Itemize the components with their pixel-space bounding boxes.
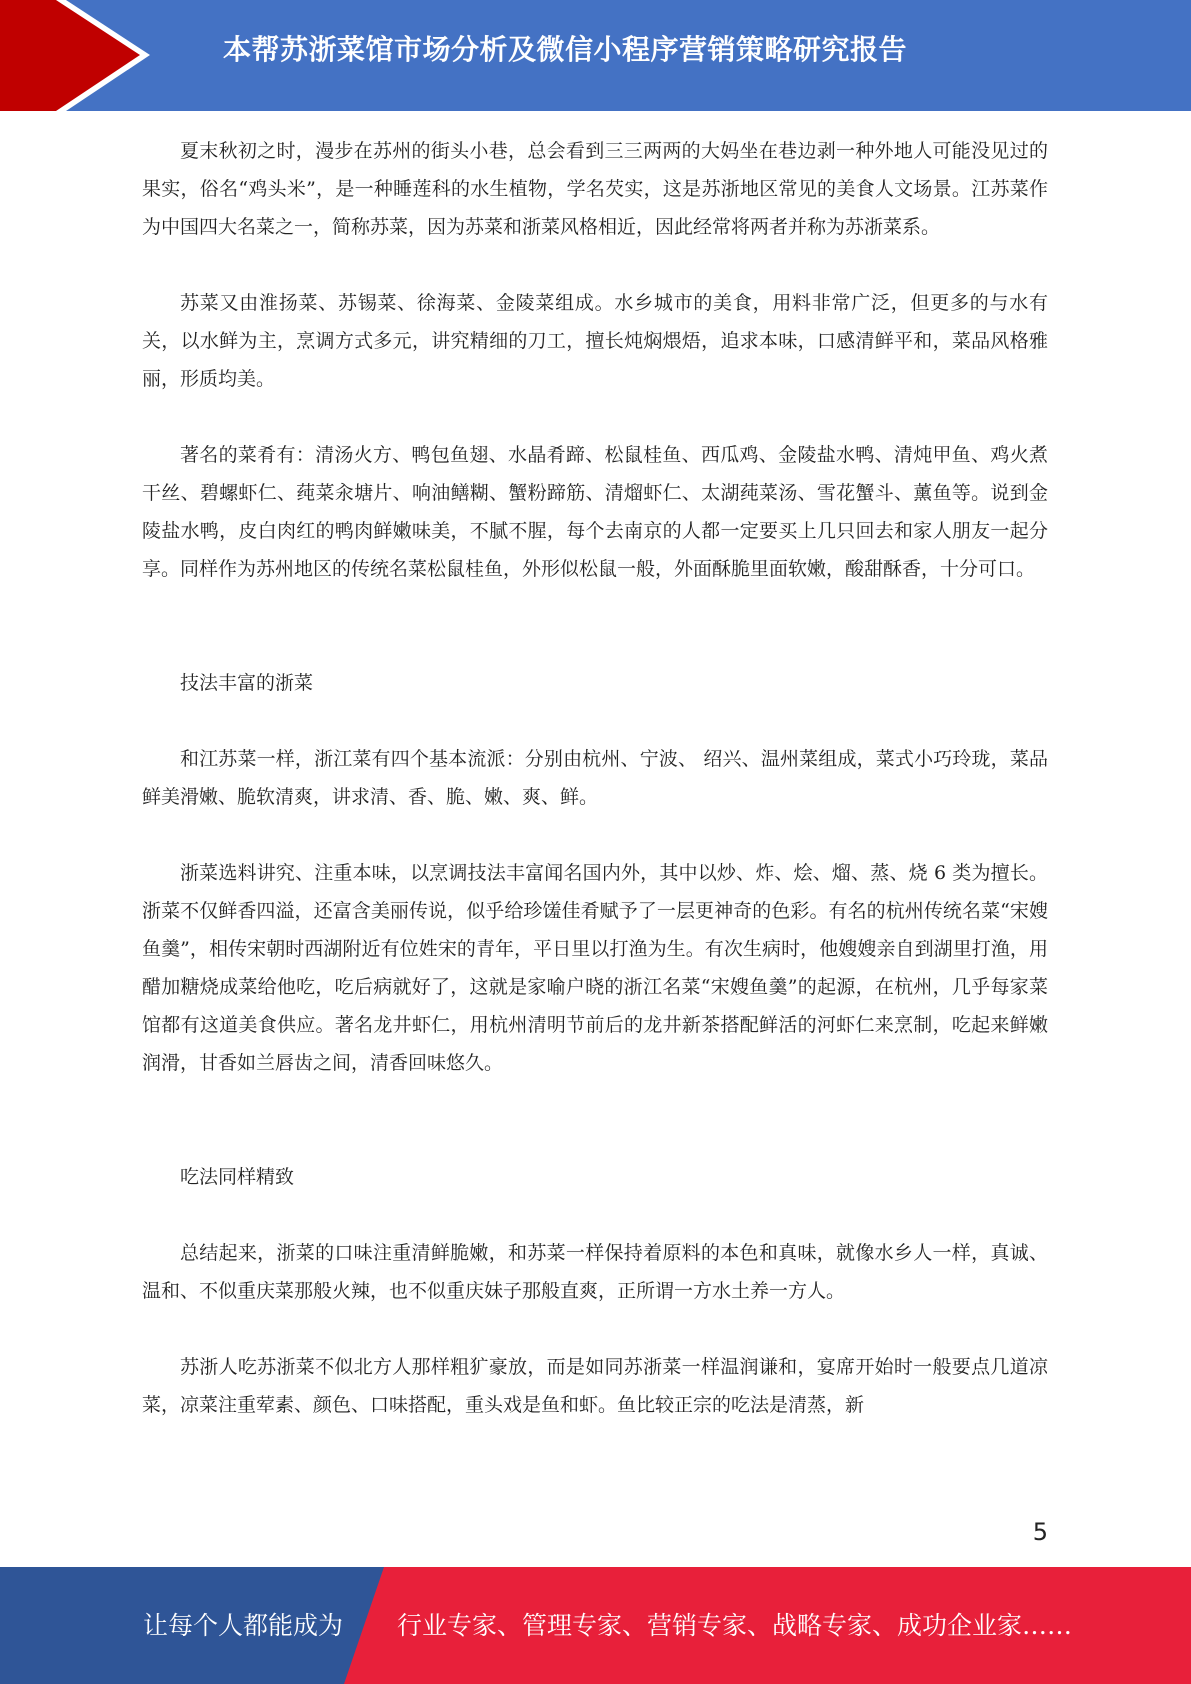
footer-slogan-lead: 让每个人都能成为 [143,1611,344,1640]
footer-slogan-roles: 行业专家、管理专家、营销专家、战略专家、成功企业家…… [397,1611,1073,1640]
paragraph-zhejiang-legends: 浙菜选料讲究、注重本味，以烹调技法丰富闻名国内外，其中以炒、炸、烩、熘、蒸、烧 6 类为擅长。浙菜不仅鲜香四溢，还富含美丽传说，似乎给珍馐佳肴赋予了一层更神奇的色彩。有名的杭州传统名菜“宋嫂鱼羹”，相传宋朝时西湖附近有位姓宋的青年，平日里以打渔为生。有次生病时，他嫂嫂亲自到湖里打渔，用醋加糖烧成菜给他吃，吃后病就好了，这就是家喻户晓的浙江名菜“宋嫂鱼羹”的起源，在杭州，几乎每家菜馆都有这道美食供应。著名龙井虾仁，用杭州清明节前后的龙井新茶搭配鲜活的河虾仁来烹制，吃起来鲜嫩润滑，甘香如兰唇齿之间，清香回味悠久。 [142,862,1048,1074]
spacer [142,1082,1048,1158]
page-footer [0,1567,1191,1684]
paragraph-famous-dishes: 著名的菜肴有：清汤火方、鸭包鱼翅、水晶肴蹄、松鼠桂鱼、西瓜鸡、金陵盐水鸭、清炖甲鱼、鸡火煮干丝、碧螺虾仁、莼菜汆塘片、响油鳝糊、蟹粉蹄筋、清熘虾仁、太湖莼菜汤、雪花蟹斗、薰鱼等。说到金陵盐水鸭，皮白肉红的鸭肉鲜嫩味美，不腻不腥，每个去南京的人都一定要买上几只回去和家人朋友一起分享。同样作为苏州地区的传统名菜松鼠桂鱼，外形似松鼠一般，外面酥脆里面软嫩，酸甜酥香，十分可口。 [142,444,1048,580]
spacer [142,1310,1048,1348]
page-header [0,0,1191,111]
spacer [142,246,1048,284]
paragraph-jiangsu-schools: 苏菜又由淮扬菜、苏锡菜、徐海菜、金陵菜组成。水乡城市的美食，用料非常广泛，但更多的与水有关，以水鲜为主，烹调方式多元，讲究精细的刀工，擅长炖焖煨焐，追求本味，口感清鲜平和，菜品风格雅丽，形质均美。 [142,292,1048,390]
paragraph-dining-customs: 苏浙人吃苏浙菜不似北方人那样粗犷豪放，而是如同苏浙菜一样温润谦和，宴席开始时一般要点几道凉菜，凉菜注重荤素、颜色、口味搭配，重头戏是鱼和虾。鱼比较正宗的吃法是清蒸，新 [142,1356,1048,1416]
section-heading-dining-style: 吃法同样精致 [180,1166,295,1188]
spacer [142,588,1048,664]
document-body [142,132,1048,1424]
spacer [142,816,1048,854]
spacer [142,1196,1048,1234]
section-heading-zhejiang-techniques: 技法丰富的浙菜 [180,672,314,694]
report-title: 本帮苏浙菜馆市场分析及微信小程序营销策略研究报告 [223,33,908,66]
spacer [142,702,1048,740]
page-number: 5 [1032,1518,1048,1546]
spacer [142,398,1048,436]
paragraph-jiangsu-intro: 夏末秋初之时，漫步在苏州的街头小巷，总会看到三三两两的大妈坐在巷边剥一种外地人可能没见过的果实，俗名“鸡头米”，是一种睡莲科的水生植物，学名芡实，这是苏浙地区常见的美食人文场景。江苏菜作为中国四大名菜之一，简称苏菜，因为苏菜和浙菜风格相近，因此经常将两者并称为苏浙菜系。 [142,140,1048,238]
paragraph-zhejiang-schools: 和江苏菜一样，浙江菜有四个基本流派：分别由杭州、宁波、 绍兴、温州菜组成，菜式小巧玲珑，菜品鲜美滑嫩、脆软清爽，讲求清、香、脆、嫩、爽、鲜。 [142,748,1048,808]
paragraph-zhejiang-summary: 总结起来，浙菜的口味注重清鲜脆嫩，和苏菜一样保持着原料的本色和真味，就像水乡人一样，真诚、温和、不似重庆菜那般火辣，也不似重庆妹子那般直爽，正所谓一方水土养一方人。 [142,1242,1048,1302]
